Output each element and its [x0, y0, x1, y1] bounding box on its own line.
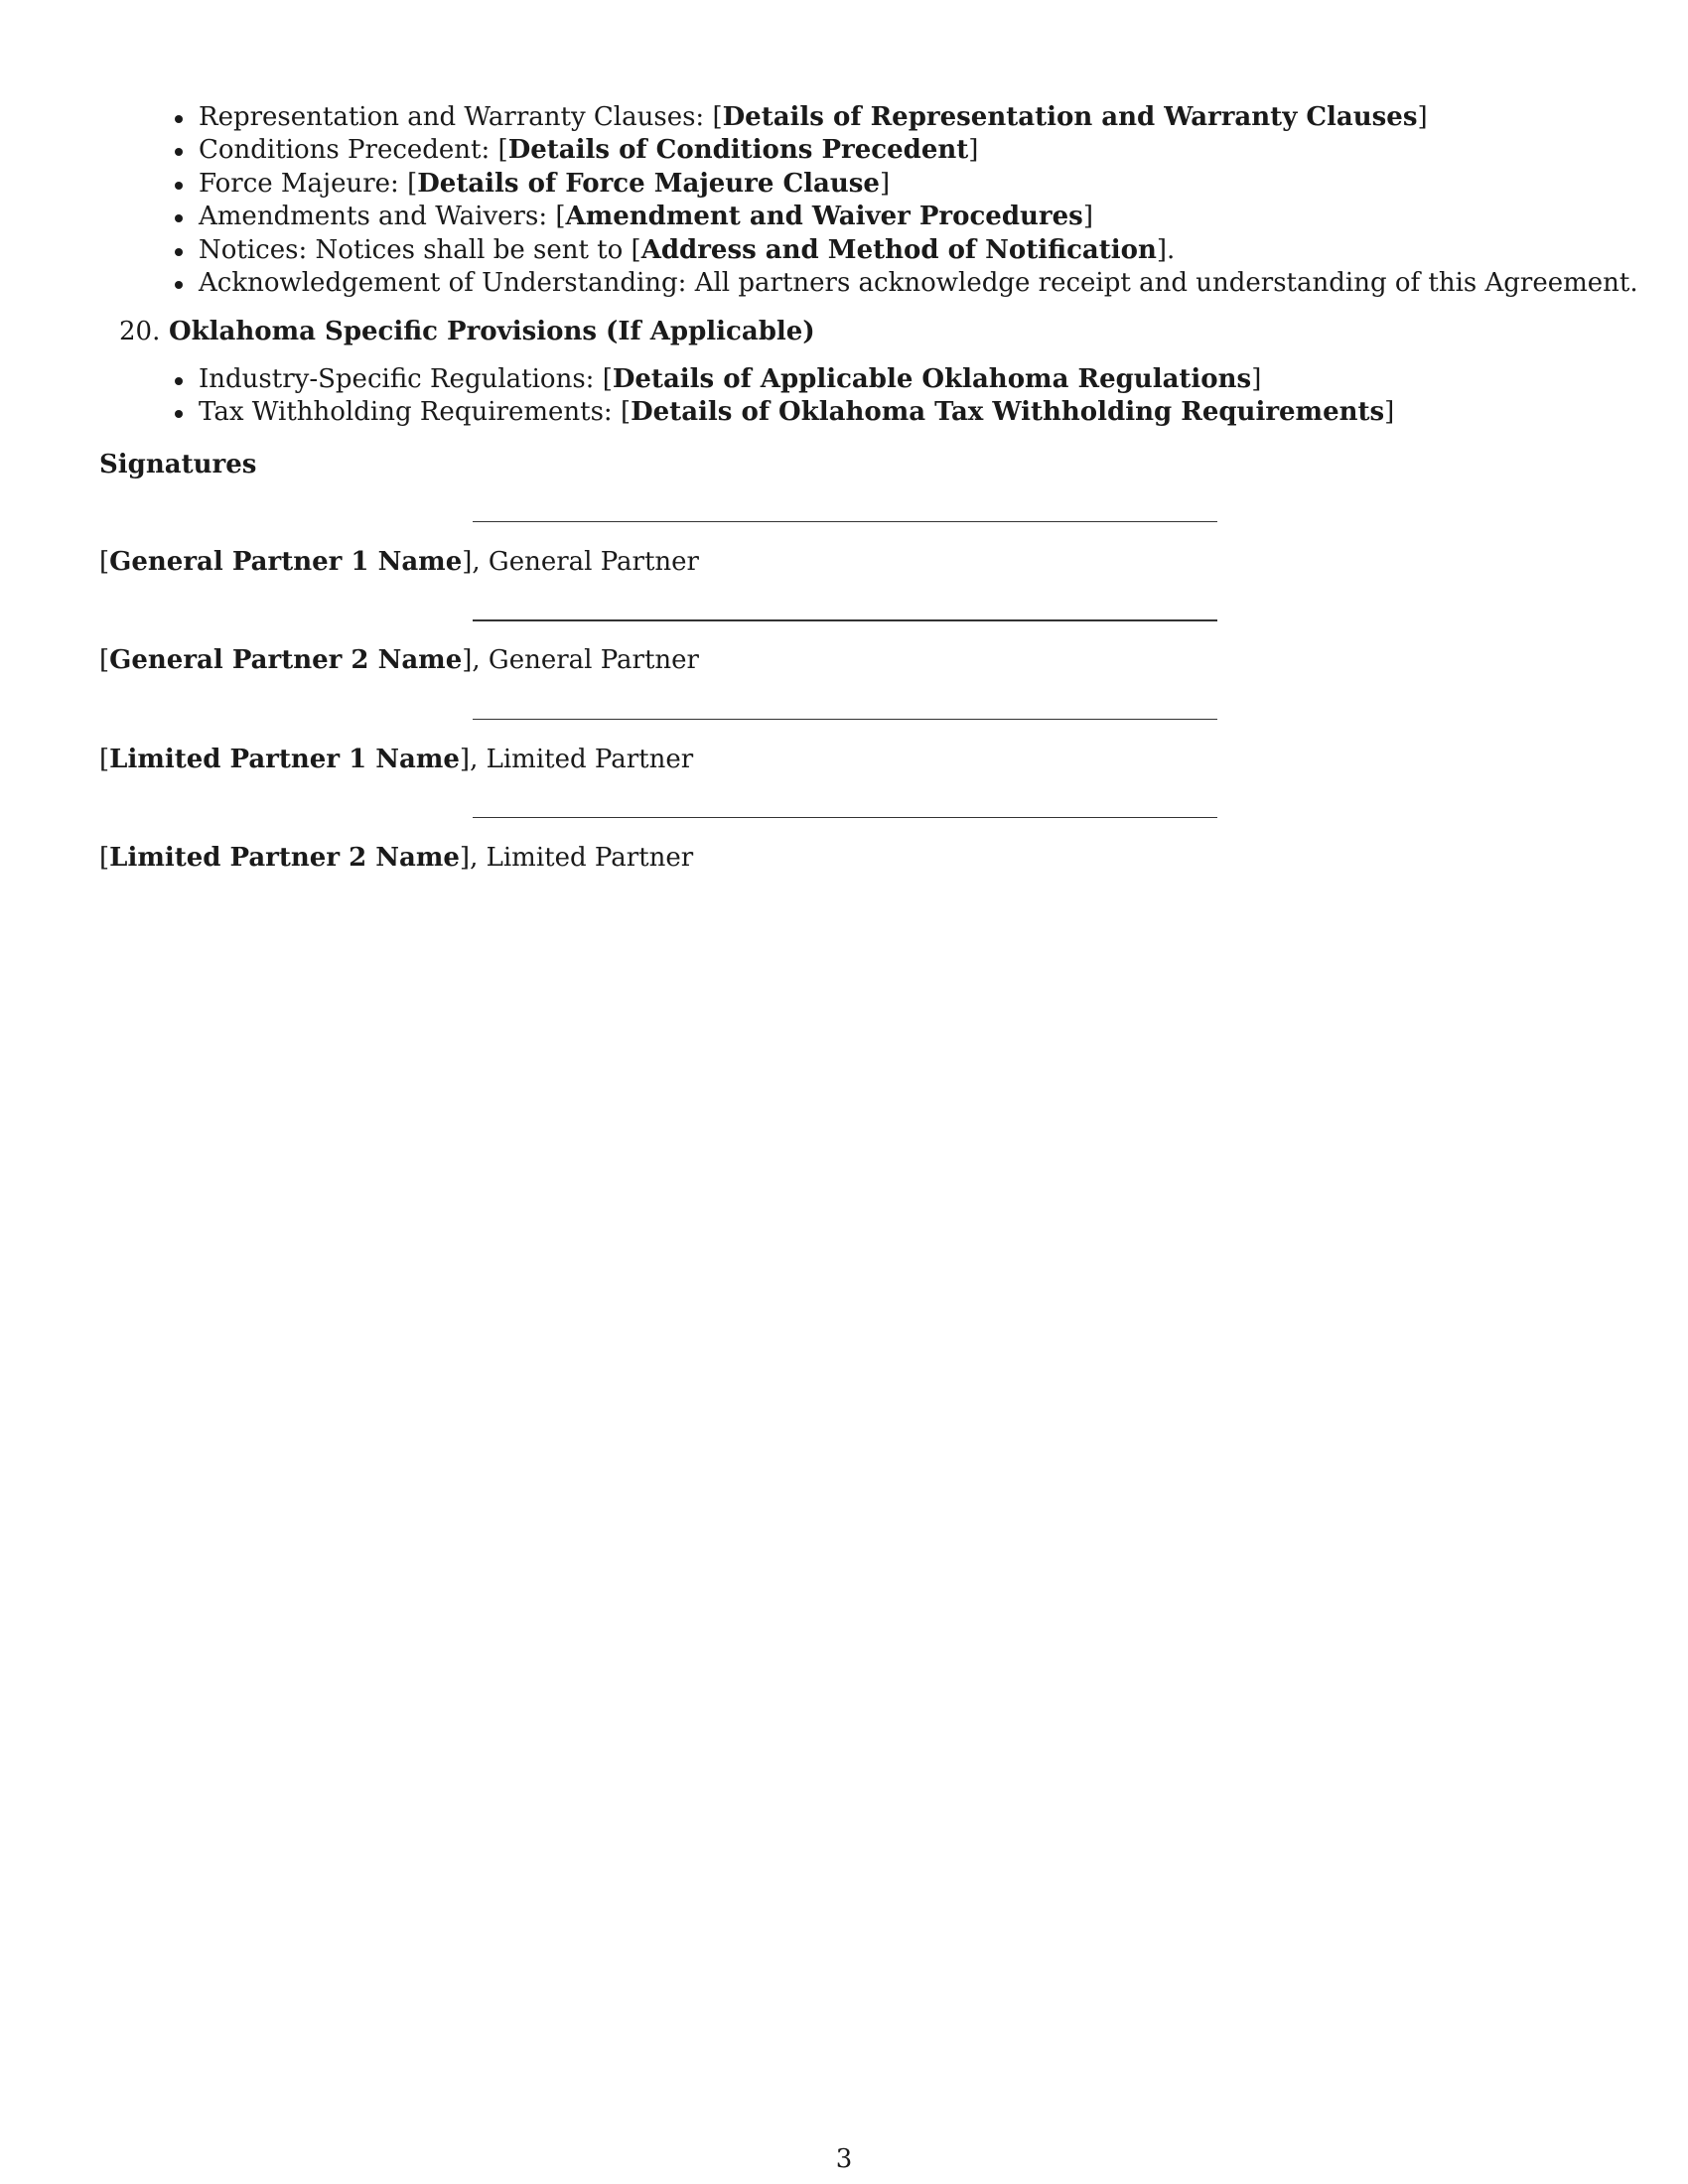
- signer-block: [Limited Partner 2 Name], Limited Partner: [99, 843, 694, 873]
- signer-role: , Limited Partner: [470, 745, 694, 774]
- clause-label: Acknowledgement of Understanding: All partners acknowledge receipt and understanding of this Agreement.: [199, 267, 1638, 298]
- clause-suffix: .: [1167, 234, 1176, 265]
- clause-label: Tax Withholding Requirements:: [199, 397, 621, 428]
- clause-placeholder: Details of Force Majeure Clause: [417, 168, 880, 199]
- signature-line: [473, 619, 1217, 621]
- list-item: Industry-Specific Regulations: [Details of Applicable Oklahoma Regulations]: [199, 363, 1394, 396]
- signatures-heading: Signatures: [99, 450, 257, 479]
- clause-placeholder: Details of Applicable Oklahoma Regulations: [612, 364, 1252, 394]
- signature-line: [473, 521, 1217, 522]
- section-title: Oklahoma Specific Provisions (If Applicable): [169, 317, 815, 346]
- clause-placeholder: Details of Oklahoma Tax Withholding Requirements: [631, 397, 1385, 428]
- signer-name: General Partner 2 Name: [109, 645, 463, 675]
- oklahoma-provisions-list: [199, 363, 1394, 430]
- list-item: Representation and Warranty Clauses: [Details of Representation and Warranty Clauses]: [199, 101, 1638, 134]
- list-item: Amendments and Waivers: [Amendment and Waiver Procedures]: [199, 201, 1638, 233]
- signer-name: Limited Partner 1 Name: [109, 745, 460, 774]
- signer-role: , General Partner: [472, 645, 699, 675]
- list-item: Notices: Notices shall be sent to [Address and Method of Notification].: [199, 234, 1638, 267]
- signature-line: [473, 817, 1217, 818]
- clause-label: Notices: Notices shall be sent to: [199, 234, 632, 265]
- clause-placeholder: Amendment and Waiver Procedures: [565, 202, 1083, 232]
- clause-label: Force Majeure:: [199, 168, 408, 199]
- signer-role: , General Partner: [472, 547, 699, 577]
- signature-line: [473, 719, 1217, 720]
- clause-label: Conditions Precedent:: [199, 135, 498, 166]
- list-item: Tax Withholding Requirements: [Details of Oklahoma Tax Withholding Requirements]: [199, 396, 1394, 429]
- clause-placeholder: Details of Conditions Precedent: [507, 135, 969, 166]
- signer-role: , Limited Partner: [470, 843, 694, 873]
- clause-label: Amendments and Waivers:: [199, 202, 556, 232]
- signer-name: Limited Partner 2 Name: [109, 843, 460, 873]
- clause-list: [199, 101, 1638, 300]
- page-number: 3: [835, 2144, 853, 2174]
- list-item: [199, 267, 1638, 300]
- signer-name: General Partner 1 Name: [109, 547, 463, 577]
- clause-label: Representation and Warranty Clauses:: [199, 102, 713, 132]
- clause-placeholder: Details of Representation and Warranty Clauses: [722, 102, 1418, 132]
- section-heading: [119, 314, 815, 349]
- signer-block: [Limited Partner 1 Name], Limited Partner: [99, 745, 694, 774]
- list-item: Conditions Precedent: [Details of Conditions Precedent]: [199, 134, 1638, 167]
- section-number: 20.: [119, 317, 161, 346]
- signer-block: [General Partner 2 Name], General Partner: [99, 645, 699, 675]
- clause-label: Industry-Specific Regulations:: [199, 364, 603, 394]
- clause-placeholder: Address and Method of Notification: [640, 234, 1157, 265]
- list-item: Force Majeure: [Details of Force Majeure Clause]: [199, 168, 1638, 201]
- signer-block: [General Partner 1 Name], General Partner: [99, 547, 699, 577]
